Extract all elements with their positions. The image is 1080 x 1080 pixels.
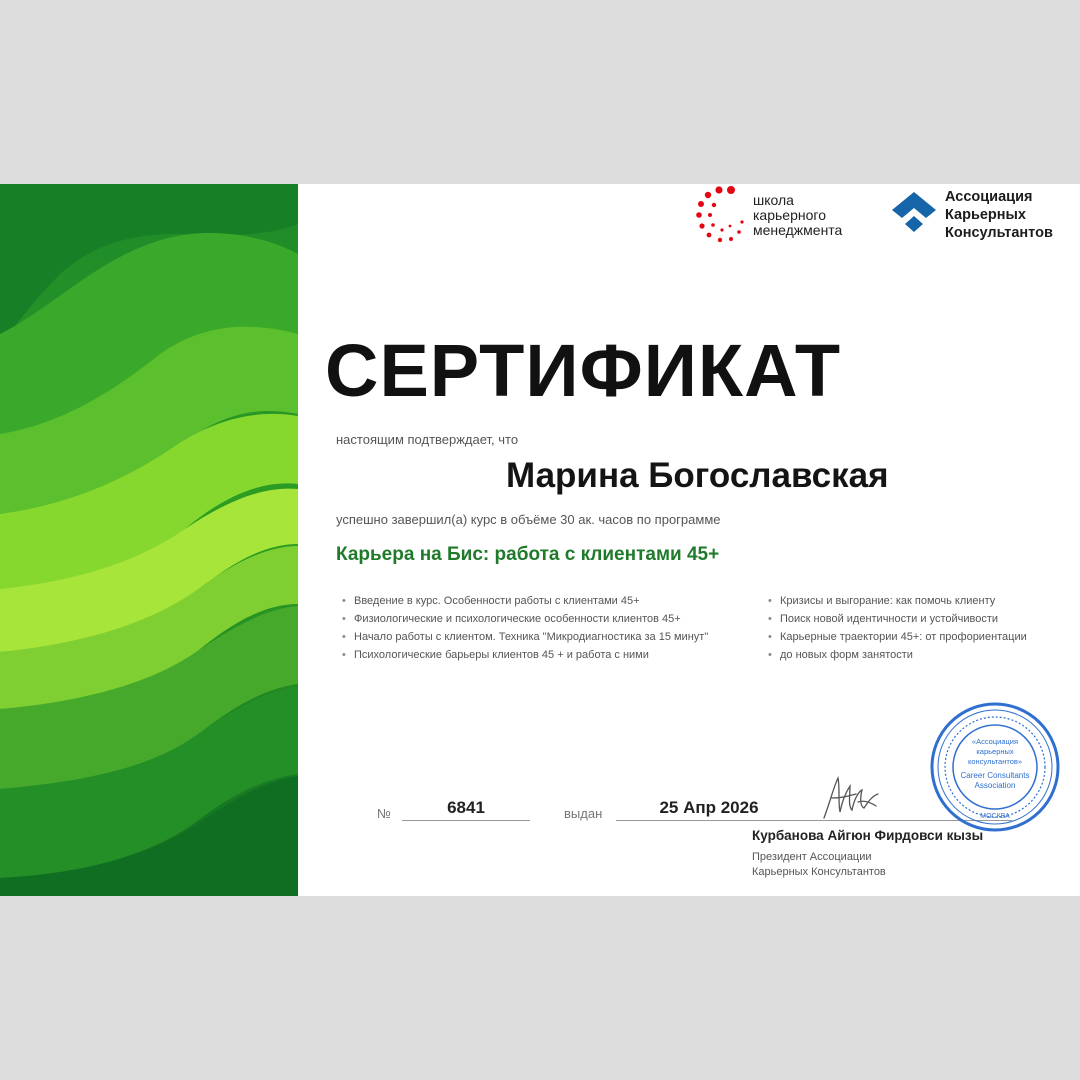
topics-list-right: [766, 592, 1027, 664]
signature-scribble-icon: [818, 772, 888, 824]
school-logo-line: менеджмента: [753, 222, 843, 238]
signer-position: [752, 850, 886, 880]
association-logo: [888, 184, 1078, 248]
signer-position-line: Карьерных Консультантов: [752, 866, 886, 878]
issued-label: выдан: [564, 806, 603, 821]
topics-list-left: [340, 592, 708, 664]
topic-item: • Введение в курс. Особенности работы с клиентами 45+: [340, 592, 708, 610]
topic-item: • Кризисы и выгорание: как помочь клиенту: [766, 592, 1027, 610]
issued-date: 25 Апр 2026: [616, 798, 802, 821]
school-logo-line: школа: [753, 192, 794, 208]
certificate-title: СЕРТИФИКАТ: [325, 329, 842, 412]
signer-position-line: Президент Ассоциации: [752, 851, 872, 863]
certificate-number: 6841: [402, 798, 530, 821]
completed-text: успешно завершил(а) курс в объёме 30 ак. часов по программе: [336, 512, 721, 527]
association-logo-text: [945, 188, 1053, 242]
school-logo-text: [753, 193, 842, 238]
topic-item: • Начало работы с клиентом. Техника "Микродиагностика за 15 минут": [340, 628, 708, 646]
seal-line: консультантов»: [967, 757, 1023, 766]
association-logo-line: Карьерных: [945, 207, 1026, 223]
school-logo: [695, 184, 875, 248]
certificate: [0, 184, 1080, 896]
topic-item: • Карьерные траектории 45+: от профориентации: [766, 628, 1027, 646]
seal-city: МОСКВА: [980, 813, 1010, 820]
association-logo-line: Ассоциация: [945, 189, 1033, 205]
seal-line: «Ассоциация: [971, 737, 1019, 746]
association-logo-diamond-icon: [888, 190, 940, 240]
program-title: Карьера на Бис: работа с клиентами 45+: [336, 544, 720, 565]
number-label: №: [377, 806, 391, 821]
topic-item-continuation: • до новых форм занятости: [766, 646, 1027, 664]
school-logo-dots-icon: [695, 184, 751, 248]
confirm-text: настоящим подтверждает, что: [336, 432, 519, 447]
topic-item: • Психологические барьеры клиентов 45 + и работа с ними: [340, 646, 708, 664]
school-logo-line: карьерного: [753, 207, 826, 223]
association-logo-line: Консультантов: [945, 225, 1053, 241]
topic-item: • Поиск новой идентичности и устойчивости: [766, 610, 1027, 628]
recipient-name: Марина Богославская: [506, 456, 889, 495]
signer-name: Курбанова Айгюн Фирдовси кызы: [752, 828, 984, 843]
seal-line: Association: [974, 781, 1016, 790]
seal-line: Career Consultants: [960, 771, 1030, 780]
topic-item: • Физиологические и психологические особенности клиентов 45+: [340, 610, 708, 628]
seal-line: карьерных: [976, 747, 1014, 756]
association-seal-stamp: [928, 700, 1062, 834]
decorative-green-waves: [0, 184, 298, 896]
